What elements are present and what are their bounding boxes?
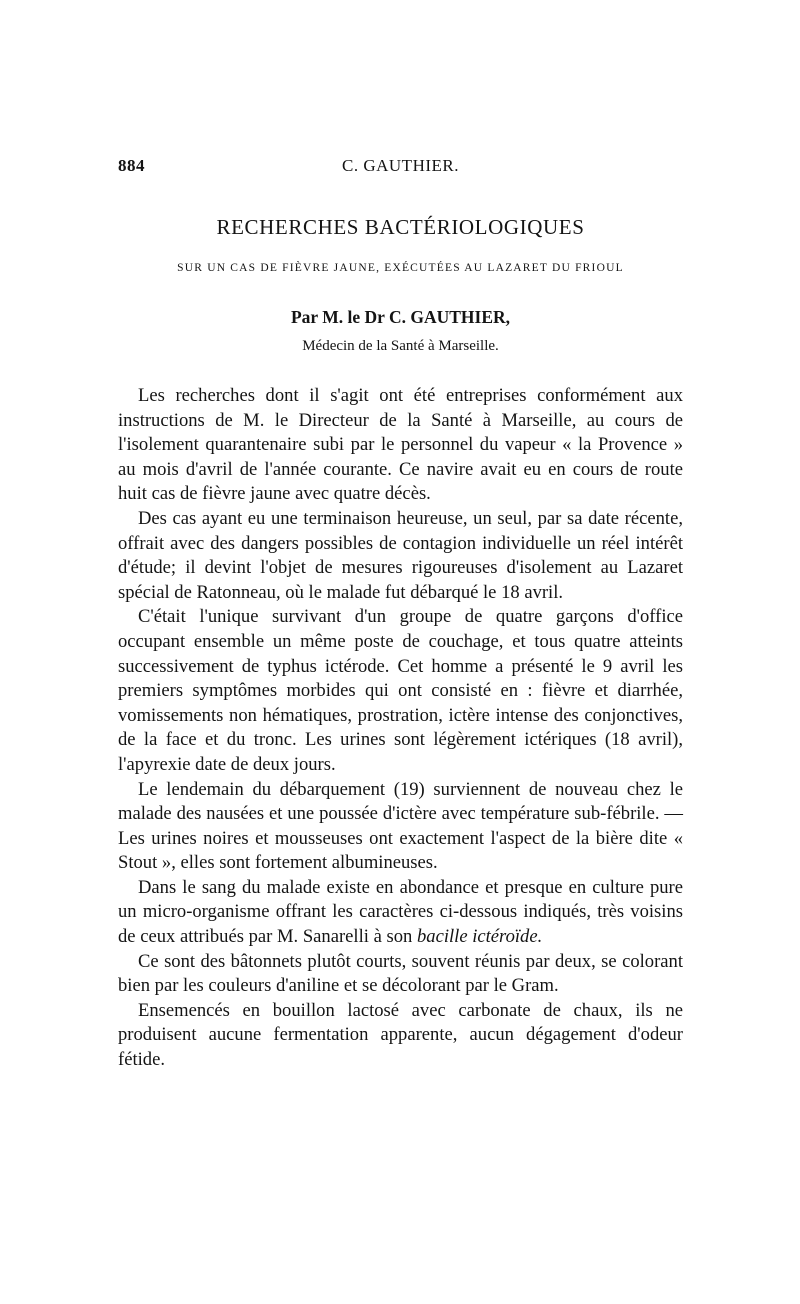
paragraph-6: Ce sont des bâtonnets plutôt courts, souvent réunis par deux, se colorant bien par les couleurs d'aniline et se décolorant par le Gram.	[118, 950, 683, 997]
page-number: 884	[118, 156, 145, 175]
article-title: RECHERCHES BACTÉRIOLOGIQUES	[216, 215, 585, 239]
running-title: C. GAUTHIER.	[342, 156, 459, 175]
paragraph-7: Ensemencés en bouillon lactosé avec carbonate de chaux, ils ne produisent aucune fermentation apparente, aucun dégagement d'odeur fétide.	[118, 999, 683, 1071]
article-body	[118, 384, 683, 1073]
article-subtitle: SUR UN CAS DE FIÈVRE JAUNE, EXÉCUTÉES AU LAZARET DU FRIOUL	[177, 262, 624, 274]
paragraph-4: Le lendemain du débarquement (19) surviennent de nouveau chez le malade des nausées et une poussée d'ictère avec température sub-fébrile. — Les urines noires et mousseuses ont exactement l'aspect de la bière dite « Stout », elles sont fortement albumineuses.	[118, 778, 683, 874]
paragraph-5	[118, 876, 683, 950]
paragraph-5-text: Dans le sang du malade existe en abondance et presque en culture pure un micro-organisme offrant les caractères ci-dessous indiqués, très voisins de ceux attribués par M. Sanarelli à son	[118, 876, 683, 948]
paragraph-3: C'était l'unique survivant d'un groupe de quatre garçons d'office occupant ensemble un même poste de couchage, et tous quatre atteints successivement de typhus ictérode. Cet homme a présenté le 9 avril les premiers symptômes morbides qui ont consisté en : fièvre et diarrhée, vomissements non hématiques, prostration, ictère intense des conjonctives, de la face et du tronc. Les urines sont légèrement ictériques (18 avril), l'apyrexie date de deux jours.	[118, 606, 683, 775]
species-name-italic: bacille ictéroïde.	[416, 926, 543, 948]
author-affiliation: Médecin de la Santé à Marseille.	[302, 338, 499, 354]
paragraph-2: Des cas ayant eu une terminaison heureuse, un seul, par sa date récente, offrait avec des dangers possibles de contagion individuelle un réel intérêt d'étude; il devint l'objet de mesures rigoureuses d'isolement au Lazaret spécial de Ratonneau, où le malade fut débarqué le 18 avril.	[118, 507, 683, 603]
paragraph-1: Les recherches dont il s'agit ont été entreprises conformément aux instructions de M. le Directeur de la Santé à Marseille, au cours de l'isolement quarantenaire subi par le personnel du vapeur « la Provence » au mois d'avril de l'année courante. Ce navire avait eu en cours de route huit cas de fièvre jaune avec quatre décès.	[118, 385, 683, 505]
author-byline: Par M. le Dr C. GAUTHIER,	[290, 307, 511, 327]
running-header	[118, 156, 683, 182]
